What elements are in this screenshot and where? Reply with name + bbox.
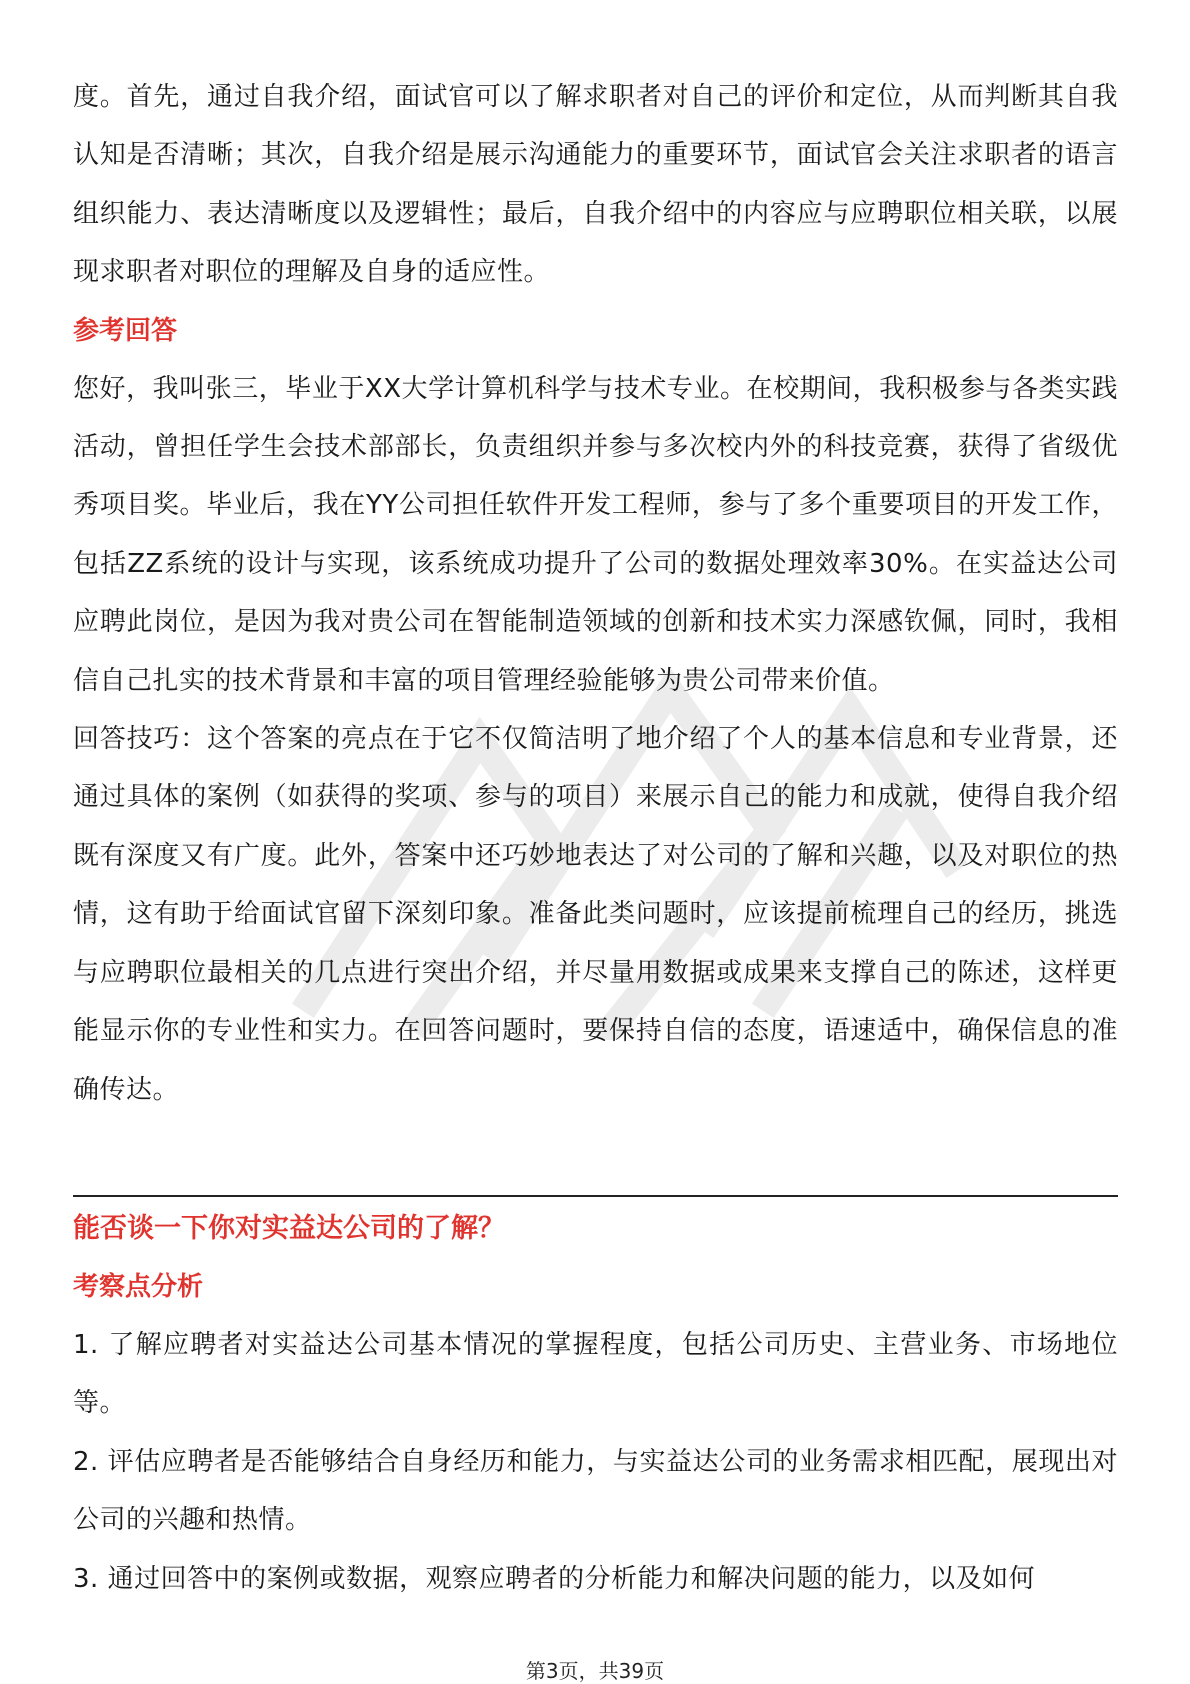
analysis-point-3: 3. 通过回答中的案例或数据，观察应聘者的分析能力和解决问题的能力，以及如何 <box>73 1563 1036 1594</box>
reference-answer-text: 您好，我叫张三，毕业于XX大学计算机科学与技术专业。在校期间，我积极参与各类实践活动，曾担任学生会技术部部长，负责组织并参与多次校内外的科技竞赛，获得了省级优秀项目奖。毕业后，我在YY公司担任软件开发工程师，参与了多个重要项目的开发工作，包括ZZ系统的设计与实现，该系统成功提升了公司的数据处理效率30%。在实益达公司应聘此岗位，是因为我对贵公司在智能制造领域的创新和技术实力深感钦佩，同时，我相信自己扎实的技术背景和丰富的项目管理经验能够为贵公司带来价值。 <box>73 373 1118 696</box>
reference-answer-heading: 参考回答 <box>73 315 178 346</box>
answer-tips-text: 回答技巧：这个答案的亮点在于它不仅简洁明了地介绍了个人的基本信息和专业背景，还通过具体的案例（如获得的奖项、参与的项目）来展示自己的能力和成就，使得自我介绍既有深度又有广度。此外，答案中还巧妙地表达了对公司的了解和兴趣，以及对职位的热情，这有助于给面试官留下深刻印象。准备此类问题时，应该提前梳理自己的经历，挑选与应聘职位最相关的几点进行突出介绍，并尽量用数据或成果来支撑自己的陈述，这样更能显示你的专业性和实力。在回答问题时，要保持自信的态度，语速适中，确保信息的准确传达。 <box>73 724 1118 1105</box>
question-section <box>73 1200 1118 1608</box>
section-divider <box>73 1195 1118 1197</box>
analysis-point-1: 1. 了解应聘者对实益达公司基本情况的掌握程度，包括公司历史、主营业务、市场地位等。 <box>73 1330 1118 1419</box>
page-number: 第3页，共39页 <box>525 1659 665 1683</box>
page-content <box>73 68 1118 1119</box>
question-title: 能否谈一下你对实益达公司的了解？ <box>73 1213 505 1244</box>
intro-paragraph: 度。首先，通过自我介绍，面试官可以了解求职者对自己的评价和定位，从而判断其自我认知是否清晰；其次，自我介绍是展示沟通能力的重要环节，面试官会关注求职者的语言组织能力、表达清晰度以及逻辑性；最后，自我介绍中的内容应与应聘职位相关联，以展现求职者对职位的理解及自身的适应性。 <box>73 82 1118 288</box>
analysis-heading: 考察点分析 <box>73 1272 204 1302</box>
analysis-point-2: 2. 评估应聘者是否能够结合自身经历和能力，与实益达公司的业务需求相匹配，展现出对公司的兴趣和热情。 <box>73 1446 1118 1536</box>
